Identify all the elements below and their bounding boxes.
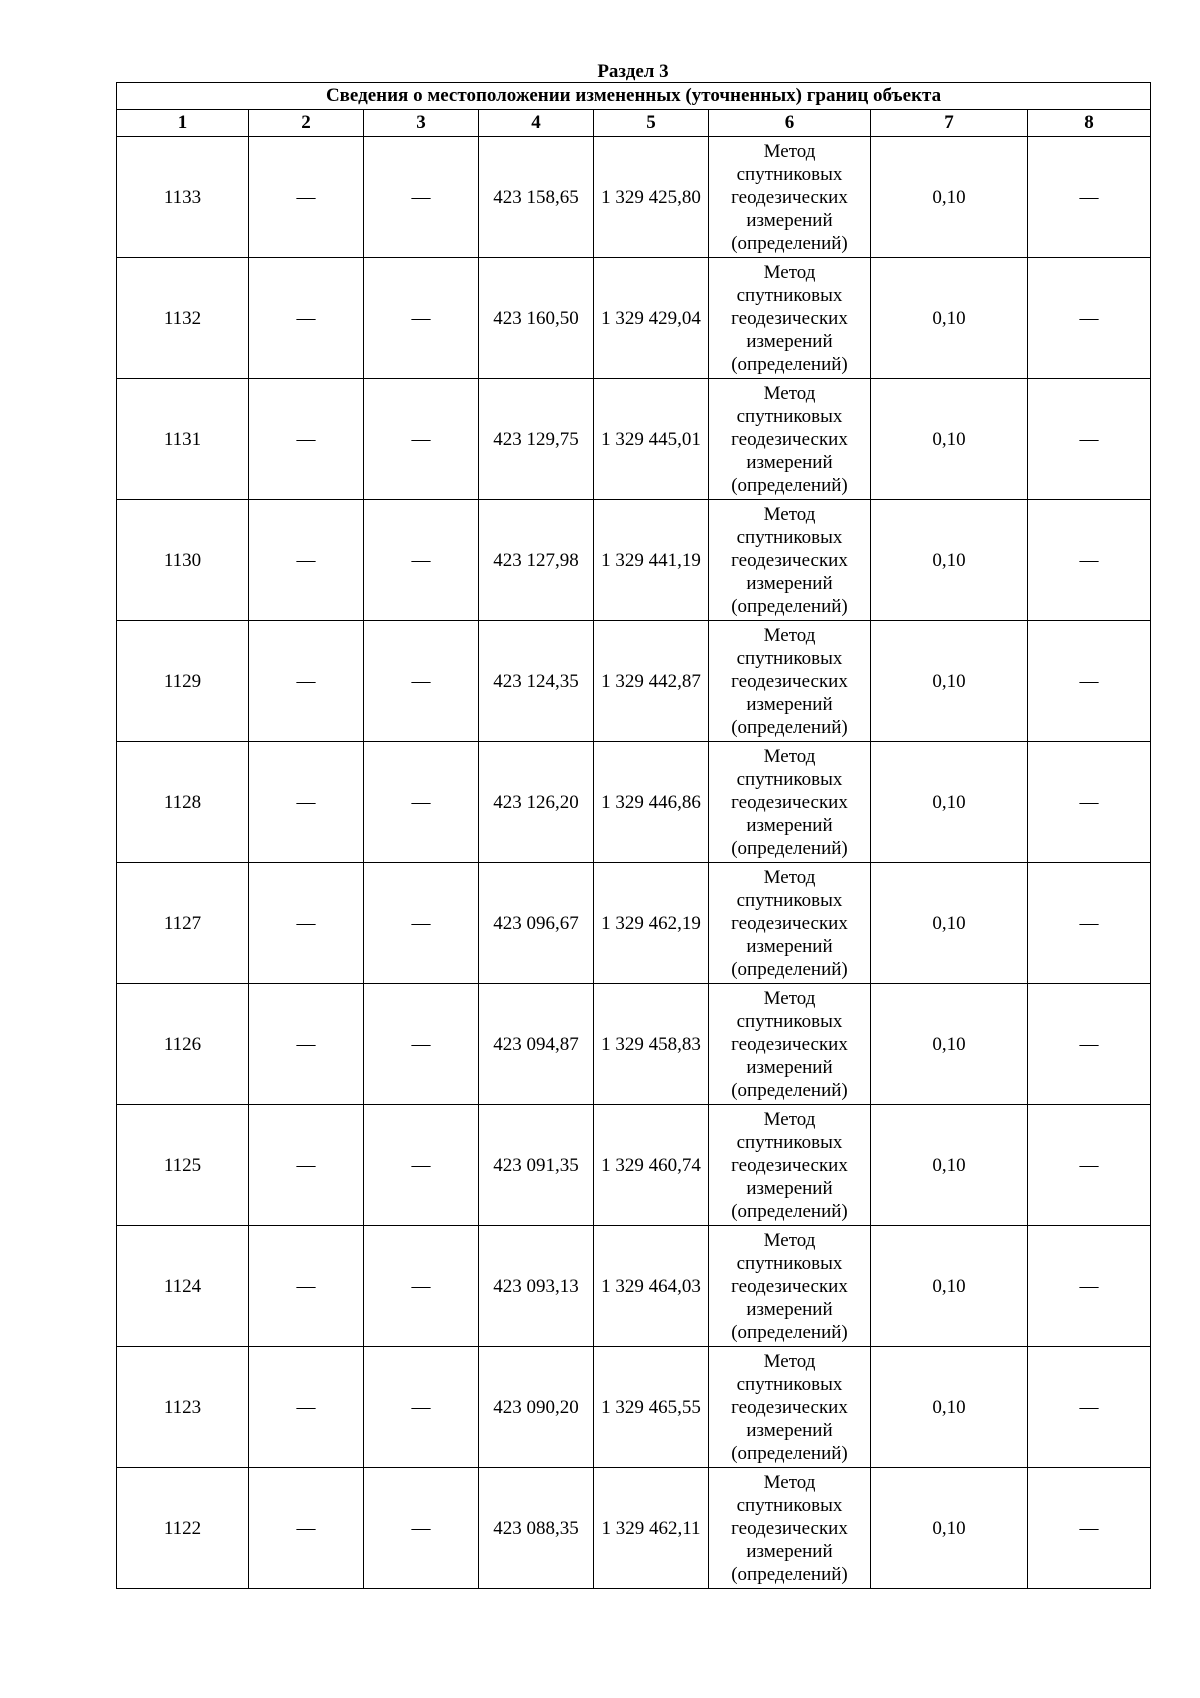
method-text: Метод спутниковых геодезических измерений (определений) (731, 745, 848, 859)
column-8-cell (1028, 137, 1151, 258)
point-number-value: 1125 (163, 1154, 202, 1176)
column-3-cell (364, 379, 479, 500)
dash-value: — (296, 912, 316, 934)
table-row (117, 863, 1151, 984)
y-coordinate-value: 1 329 441,19 (601, 549, 701, 571)
dash-value: — (411, 1396, 431, 1418)
column-number: 1 (117, 110, 249, 137)
method-text: Метод спутниковых геодезических измерений (определений) (731, 140, 848, 254)
column-3-cell (364, 1105, 479, 1226)
column-2-cell (249, 742, 364, 863)
table-row (117, 500, 1151, 621)
x-coordinate-value: 423 091,35 (493, 1154, 579, 1176)
x-coordinate-value: 423 094,87 (493, 1033, 579, 1055)
method-cell (709, 621, 871, 742)
column-3-cell (364, 984, 479, 1105)
dash-value: — (296, 670, 316, 692)
x-coordinate-value: 423 096,67 (493, 912, 579, 934)
x-coordinate-cell (479, 1468, 594, 1589)
dash-value: — (296, 1517, 316, 1539)
table-row (117, 1347, 1151, 1468)
dash-value: — (296, 186, 316, 208)
accuracy-cell (871, 500, 1028, 621)
column-8-cell (1028, 742, 1151, 863)
column-2-cell (249, 137, 364, 258)
method-cell (709, 1105, 871, 1226)
method-cell (709, 500, 871, 621)
dash-value: — (296, 428, 316, 450)
dash-value: — (1079, 1517, 1099, 1539)
point-number-value: 1130 (163, 549, 202, 571)
dash-value: — (1079, 1396, 1099, 1418)
accuracy-cell (871, 742, 1028, 863)
dash-value: — (1079, 1154, 1099, 1176)
column-3-cell (364, 621, 479, 742)
table-row (117, 379, 1151, 500)
x-coordinate-value: 423 126,20 (493, 791, 579, 813)
column-number-row (117, 110, 1151, 137)
method-text: Метод спутниковых геодезических измерений (определений) (731, 382, 848, 496)
y-coordinate-value: 1 329 442,87 (601, 670, 701, 692)
column-8-cell (1028, 1347, 1151, 1468)
accuracy-cell (871, 137, 1028, 258)
table-row (117, 1468, 1151, 1589)
dash-value: — (1079, 912, 1099, 934)
table-row (117, 621, 1151, 742)
column-2-cell (249, 984, 364, 1105)
method-text: Метод спутниковых геодезических измерений (определений) (731, 261, 848, 375)
dash-value: — (296, 1033, 316, 1055)
dash-value: — (1079, 428, 1099, 450)
y-coordinate-cell (594, 1226, 709, 1347)
point-number-cell (117, 1347, 249, 1468)
x-coordinate-cell (479, 742, 594, 863)
point-number-cell (117, 1468, 249, 1589)
x-coordinate-cell (479, 863, 594, 984)
point-number-cell (117, 621, 249, 742)
section-title: Раздел 3 (597, 61, 669, 82)
column-8-cell (1028, 863, 1151, 984)
method-cell (709, 258, 871, 379)
dash-value: — (1079, 307, 1099, 329)
dash-value: — (296, 791, 316, 813)
accuracy-value: 0,10 (932, 791, 966, 813)
point-number-value: 1126 (163, 1033, 202, 1055)
x-coordinate-cell (479, 1226, 594, 1347)
method-text: Метод спутниковых геодезических измерений (определений) (731, 503, 848, 617)
point-number-value: 1132 (163, 307, 202, 329)
dash-value: — (1079, 1033, 1099, 1055)
y-coordinate-value: 1 329 445,01 (601, 428, 701, 450)
point-number-value: 1123 (163, 1396, 202, 1418)
point-number-value: 1124 (163, 1275, 202, 1297)
table-caption: Сведения о местоположении измененных (уточненных) границ объекта (117, 83, 1151, 110)
table-row (117, 1226, 1151, 1347)
dash-value: — (296, 307, 316, 329)
y-coordinate-value: 1 329 425,80 (601, 186, 701, 208)
y-coordinate-value: 1 329 460,74 (601, 1154, 701, 1176)
accuracy-cell (871, 1347, 1028, 1468)
accuracy-cell (871, 1468, 1028, 1589)
x-coordinate-value: 423 093,13 (493, 1275, 579, 1297)
column-8-cell (1028, 1105, 1151, 1226)
accuracy-value: 0,10 (932, 1275, 966, 1297)
accuracy-value: 0,10 (932, 307, 966, 329)
method-cell (709, 984, 871, 1105)
method-text: Метод спутниковых геодезических измерений (определений) (731, 987, 848, 1101)
method-cell (709, 1226, 871, 1347)
point-number-cell (117, 379, 249, 500)
column-8-cell (1028, 379, 1151, 500)
accuracy-value: 0,10 (932, 912, 966, 934)
column-number: 8 (1028, 110, 1151, 137)
point-number-cell (117, 1105, 249, 1226)
y-coordinate-value: 1 329 462,11 (601, 1517, 701, 1539)
method-cell (709, 1468, 871, 1589)
column-number: 2 (249, 110, 364, 137)
dash-value: — (411, 1275, 431, 1297)
accuracy-value: 0,10 (932, 1517, 966, 1539)
x-coordinate-value: 423 160,50 (493, 307, 579, 329)
y-coordinate-value: 1 329 429,04 (601, 307, 701, 329)
y-coordinate-cell (594, 742, 709, 863)
y-coordinate-cell (594, 137, 709, 258)
column-8-cell (1028, 258, 1151, 379)
point-number-cell (117, 500, 249, 621)
column-3-cell (364, 863, 479, 984)
column-2-cell (249, 258, 364, 379)
column-2-cell (249, 500, 364, 621)
dash-value: — (1079, 670, 1099, 692)
point-number-cell (117, 984, 249, 1105)
column-8-cell (1028, 500, 1151, 621)
column-2-cell (249, 863, 364, 984)
dash-value: — (411, 1154, 431, 1176)
accuracy-value: 0,10 (932, 670, 966, 692)
dash-value: — (1079, 549, 1099, 571)
y-coordinate-cell (594, 258, 709, 379)
accuracy-value: 0,10 (932, 186, 966, 208)
x-coordinate-cell (479, 984, 594, 1105)
x-coordinate-value: 423 158,65 (493, 186, 579, 208)
accuracy-cell (871, 1105, 1028, 1226)
point-number-cell (117, 1226, 249, 1347)
point-number-value: 1128 (163, 791, 202, 813)
table-row (117, 984, 1151, 1105)
x-coordinate-cell (479, 500, 594, 621)
dash-value: — (296, 1396, 316, 1418)
accuracy-value: 0,10 (932, 549, 966, 571)
accuracy-cell (871, 863, 1028, 984)
y-coordinate-cell (594, 621, 709, 742)
accuracy-cell (871, 984, 1028, 1105)
dash-value: — (296, 1154, 316, 1176)
method-cell (709, 863, 871, 984)
dash-value: — (411, 186, 431, 208)
x-coordinate-cell (479, 379, 594, 500)
point-number-value: 1129 (163, 670, 202, 692)
x-coordinate-cell (479, 621, 594, 742)
y-coordinate-cell (594, 500, 709, 621)
table-body (117, 137, 1151, 1589)
dash-value: — (411, 1033, 431, 1055)
y-coordinate-cell (594, 984, 709, 1105)
dash-value: — (411, 1517, 431, 1539)
column-number: 3 (364, 110, 479, 137)
y-coordinate-value: 1 329 462,19 (601, 912, 701, 934)
table-row (117, 137, 1151, 258)
column-8-cell (1028, 1468, 1151, 1589)
method-text: Метод спутниковых геодезических измерений (определений) (731, 1229, 848, 1343)
accuracy-value: 0,10 (932, 1033, 966, 1055)
y-coordinate-cell (594, 1468, 709, 1589)
table-row (117, 742, 1151, 863)
x-coordinate-cell (479, 1347, 594, 1468)
column-3-cell (364, 1347, 479, 1468)
column-3-cell (364, 258, 479, 379)
table-row (117, 258, 1151, 379)
column-3-cell (364, 1226, 479, 1347)
y-coordinate-value: 1 329 465,55 (601, 1396, 701, 1418)
x-coordinate-cell (479, 258, 594, 379)
x-coordinate-value: 423 088,35 (493, 1517, 579, 1539)
point-number-cell (117, 742, 249, 863)
x-coordinate-value: 423 127,98 (493, 549, 579, 571)
column-8-cell (1028, 621, 1151, 742)
method-text: Метод спутниковых геодезических измерений (определений) (731, 866, 848, 980)
column-2-cell (249, 1347, 364, 1468)
y-coordinate-cell (594, 863, 709, 984)
dash-value: — (411, 912, 431, 934)
column-number: 7 (871, 110, 1028, 137)
y-coordinate-value: 1 329 458,83 (601, 1033, 701, 1055)
column-8-cell (1028, 1226, 1151, 1347)
accuracy-value: 0,10 (932, 1396, 966, 1418)
point-number-cell (117, 258, 249, 379)
dash-value: — (411, 428, 431, 450)
column-2-cell (249, 1105, 364, 1226)
dash-value: — (411, 791, 431, 813)
point-number-value: 1133 (163, 186, 202, 208)
method-cell (709, 742, 871, 863)
accuracy-cell (871, 621, 1028, 742)
point-number-cell (117, 137, 249, 258)
point-number-value: 1127 (163, 912, 202, 934)
point-number-cell (117, 863, 249, 984)
x-coordinate-cell (479, 137, 594, 258)
accuracy-value: 0,10 (932, 428, 966, 450)
point-number-value: 1122 (163, 1517, 202, 1539)
column-number: 4 (479, 110, 594, 137)
method-cell (709, 137, 871, 258)
y-coordinate-cell (594, 1105, 709, 1226)
x-coordinate-value: 423 090,20 (493, 1396, 579, 1418)
column-2-cell (249, 1226, 364, 1347)
column-2-cell (249, 1468, 364, 1589)
dash-value: — (411, 549, 431, 571)
column-2-cell (249, 621, 364, 742)
method-text: Метод спутниковых геодезических измерений (определений) (731, 1350, 848, 1464)
method-cell (709, 1347, 871, 1468)
dash-value: — (411, 307, 431, 329)
method-text: Метод спутниковых геодезических измерений (определений) (731, 1108, 848, 1222)
column-3-cell (364, 500, 479, 621)
dash-value: — (296, 1275, 316, 1297)
dash-value: — (1079, 1275, 1099, 1297)
method-text: Метод спутниковых геодезических измерений (определений) (731, 1471, 848, 1585)
dash-value: — (1079, 791, 1099, 813)
column-3-cell (364, 1468, 479, 1589)
boundary-coordinates-table (116, 82, 1151, 1589)
column-3-cell (364, 137, 479, 258)
column-number: 5 (594, 110, 709, 137)
table-row (117, 1105, 1151, 1226)
dash-value: — (1079, 186, 1099, 208)
method-text: Метод спутниковых геодезических измерений (определений) (731, 624, 848, 738)
dash-value: — (411, 670, 431, 692)
y-coordinate-cell (594, 379, 709, 500)
column-2-cell (249, 379, 364, 500)
column-number: 6 (709, 110, 871, 137)
y-coordinate-cell (594, 1347, 709, 1468)
y-coordinate-value: 1 329 464,03 (601, 1275, 701, 1297)
x-coordinate-cell (479, 1105, 594, 1226)
method-cell (709, 379, 871, 500)
column-3-cell (364, 742, 479, 863)
x-coordinate-value: 423 124,35 (493, 670, 579, 692)
accuracy-value: 0,10 (932, 1154, 966, 1176)
accuracy-cell (871, 1226, 1028, 1347)
y-coordinate-value: 1 329 446,86 (601, 791, 701, 813)
accuracy-cell (871, 258, 1028, 379)
accuracy-cell (871, 379, 1028, 500)
point-number-value: 1131 (163, 428, 202, 450)
x-coordinate-value: 423 129,75 (493, 428, 579, 450)
dash-value: — (296, 549, 316, 571)
column-8-cell (1028, 984, 1151, 1105)
